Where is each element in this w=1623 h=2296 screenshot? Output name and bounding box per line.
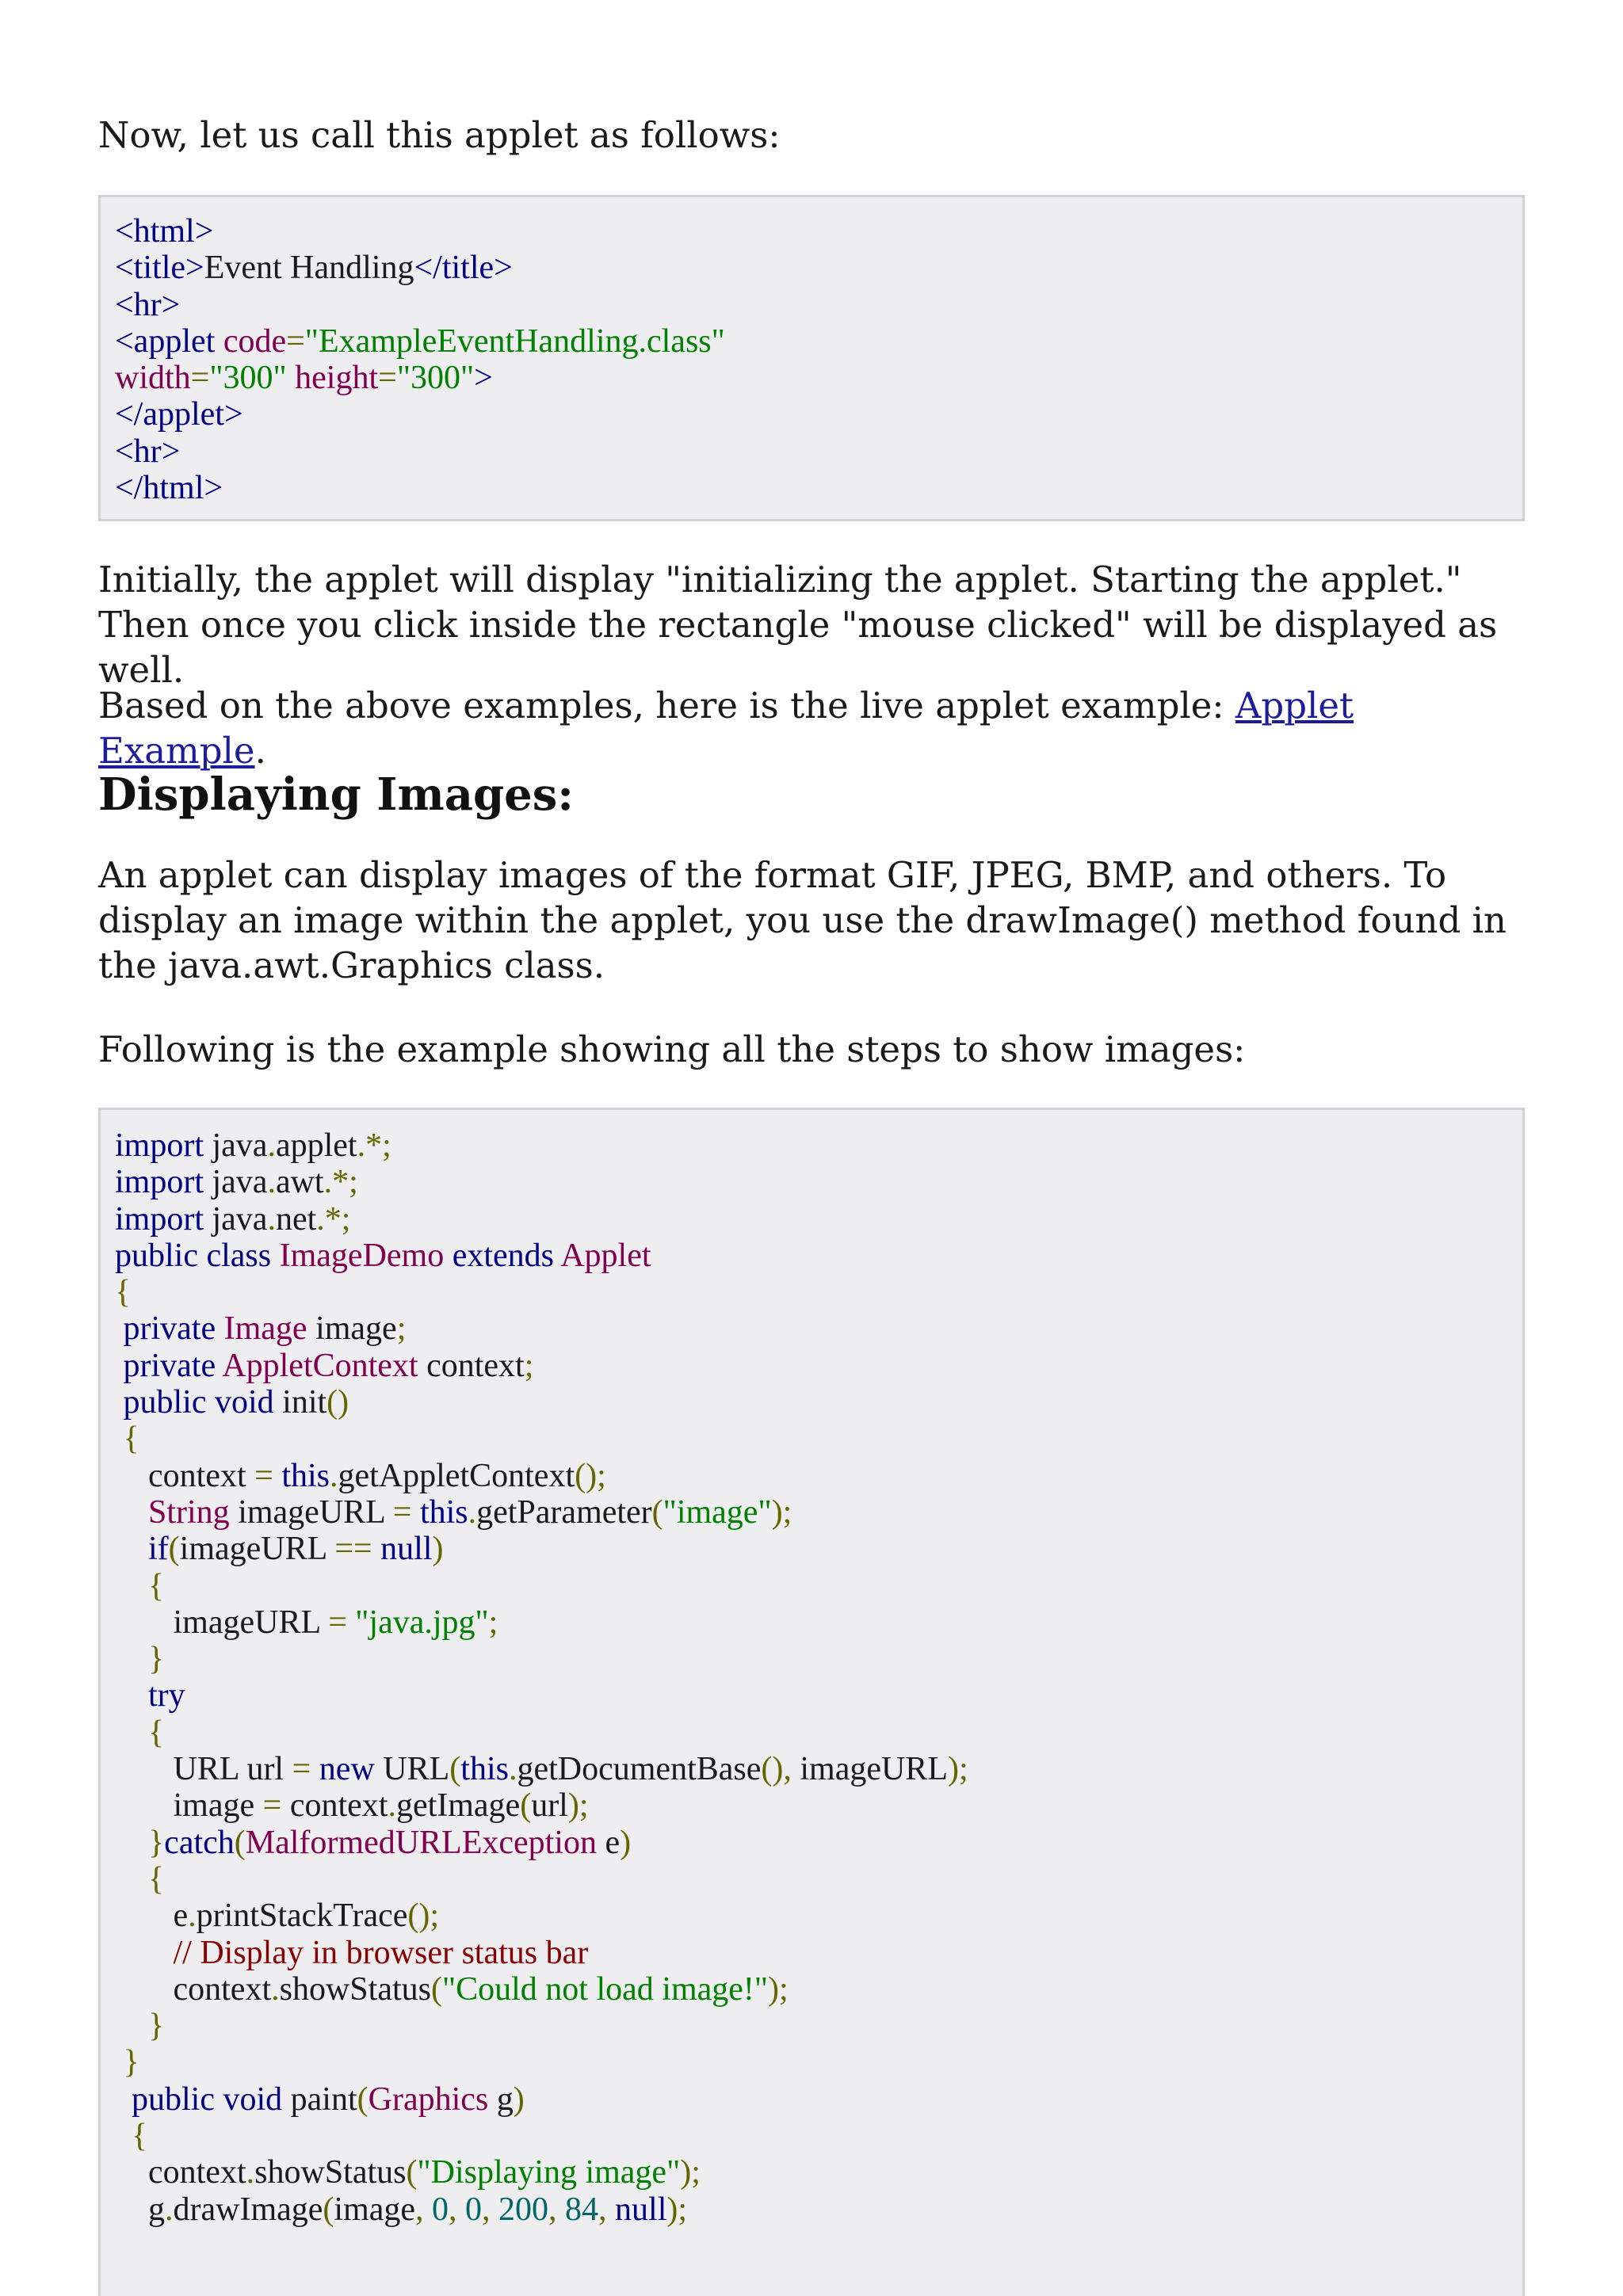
code-line [115, 433, 1522, 470]
code-token: { [115, 1274, 132, 1311]
code-token: ) [432, 1531, 444, 1568]
code-token: ); [666, 2191, 688, 2228]
code-token: . [267, 1200, 276, 1238]
code-token: context [418, 1347, 525, 1384]
code-line [115, 1897, 1522, 1934]
code-token: { [132, 2118, 148, 2155]
code-token [607, 2191, 616, 2228]
code-token: e [115, 1897, 189, 1935]
code-token: context [115, 1970, 272, 2008]
code-token: public class [115, 1237, 272, 1274]
code-token: { [123, 1421, 139, 1458]
code-token: . [267, 1164, 276, 1201]
code-token: imageURL [791, 1751, 948, 1788]
code-token: image [307, 1310, 397, 1348]
code-token: , [415, 2191, 424, 2228]
code-line [115, 1421, 1522, 1457]
code-token: 0 [465, 2191, 483, 2228]
code-token: "Could not load image!" [441, 1970, 769, 2008]
code-token: = [392, 1493, 412, 1531]
code-token: ); [567, 1787, 589, 1825]
code-token: ) [620, 1824, 632, 1861]
code-token: = [262, 1787, 282, 1825]
code-token [115, 1348, 124, 1384]
code-token [115, 1384, 124, 1421]
code-token: g [115, 2191, 165, 2228]
code-token: = [378, 360, 397, 397]
code-token: ); [771, 1493, 792, 1531]
code-token: . [330, 1457, 338, 1494]
code-token [273, 1458, 282, 1494]
code-token [115, 1935, 174, 1971]
code-token [115, 2008, 148, 2044]
code-token: imageURL [115, 1604, 329, 1641]
code-line [115, 2008, 1522, 2044]
code-token: null [615, 2191, 667, 2228]
code-token: ( [406, 2154, 418, 2191]
code-line [115, 1787, 1522, 1824]
code-token: imageURL [229, 1493, 393, 1531]
code-token: } [123, 2044, 139, 2081]
code-token: ( [234, 1824, 246, 1861]
code-line [115, 1935, 1522, 1971]
code-token: "ExampleEventHandling.class" [304, 322, 725, 360]
code-token: java [204, 1200, 268, 1238]
code-token: <title> [115, 250, 204, 287]
code-line [115, 1384, 1522, 1421]
code-token: (), [761, 1751, 792, 1788]
code-token [491, 2191, 499, 2228]
code-token: "image" [663, 1493, 772, 1531]
code-token: image [115, 1787, 263, 1825]
html-code [101, 213, 1522, 506]
code-token: code [223, 322, 287, 360]
code-line [115, 1825, 1522, 1861]
code-token: try [148, 1677, 185, 1714]
code-token: height [295, 360, 379, 397]
code-token: ; [488, 1604, 498, 1641]
code-token [115, 2044, 124, 2081]
code-line [115, 1164, 1522, 1200]
code-line [115, 1604, 1522, 1641]
code-token: .*; [316, 1200, 351, 1238]
code-token: .*; [323, 1164, 358, 1201]
code-token: catch [164, 1824, 235, 1861]
code-token: . [165, 2191, 174, 2228]
code-token: { [148, 1860, 165, 1897]
code-line [115, 1310, 1522, 1347]
code-token: java [204, 1164, 268, 1201]
code-token: == [334, 1531, 372, 1568]
code-token: { [148, 1714, 165, 1751]
code-token: ; [524, 1347, 534, 1384]
code-token: 200 [498, 2191, 549, 2228]
code-line [115, 250, 1522, 286]
code-token: paint [282, 2081, 357, 2118]
code-token: // Display in browser status bar [173, 1934, 589, 1971]
code-token [287, 360, 296, 396]
code-line [115, 1568, 1522, 1604]
code-line [115, 1238, 1522, 1274]
code-token: AppletContext [222, 1347, 418, 1384]
code-token: ( [651, 1493, 663, 1531]
code-token: </title> [414, 250, 513, 287]
code-token: . [468, 1493, 477, 1531]
code-token: (); [407, 1897, 440, 1935]
code-token: , [482, 2191, 491, 2228]
code-token: } [148, 1641, 165, 1678]
code-token [115, 1310, 124, 1347]
code-token: if [148, 1531, 169, 1568]
code-token: Event Handling [204, 250, 414, 287]
code-token: applet [275, 1127, 357, 1164]
code-token: </applet> [115, 396, 243, 433]
code-line [115, 1494, 1522, 1531]
code-token [115, 2081, 132, 2118]
code-token: () [327, 1384, 349, 1421]
code-token [115, 1861, 148, 1897]
code-token: { [148, 1567, 165, 1604]
code-token: getParameter [476, 1493, 652, 1531]
code-line [115, 2044, 1522, 2081]
code-token [457, 2191, 466, 2228]
code-token: init [273, 1384, 327, 1421]
code-token: . [508, 1751, 517, 1788]
html-code-block [98, 195, 1525, 521]
code-token: <applet [115, 322, 223, 360]
code-token: , [449, 2191, 457, 2228]
code-token: imageURL [179, 1531, 335, 1568]
code-token: 84 [565, 2191, 599, 2228]
code-line [115, 1861, 1522, 1897]
code-token: "Displaying image" [417, 2154, 681, 2191]
code-line [115, 396, 1522, 433]
code-token: ( [357, 2081, 369, 2118]
code-line [115, 1677, 1522, 1714]
code-token: = [292, 1751, 311, 1788]
code-line [115, 2081, 1522, 2118]
code-token: ; [396, 1310, 407, 1348]
code-token: url [531, 1787, 568, 1825]
code-token: this [419, 1493, 468, 1531]
code-line [115, 2154, 1522, 2191]
code-token: <hr> [115, 286, 181, 323]
code-token: } [148, 2008, 165, 2045]
code-token: drawImage [173, 2191, 323, 2228]
code-line [115, 1348, 1522, 1384]
code-token: = [254, 1457, 273, 1494]
code-token [115, 1677, 148, 1714]
live-applet-paragraph [98, 683, 1525, 773]
applet-example-link[interactable]: Applet Example [98, 685, 1354, 772]
code-token [347, 1604, 356, 1641]
code-token: > [474, 360, 493, 397]
code-line [115, 1458, 1522, 1494]
code-token: </html> [115, 470, 223, 507]
code-token: import [115, 1200, 204, 1238]
live-applet-suffix: . [254, 730, 266, 772]
code-token: "java.jpg" [355, 1604, 489, 1641]
code-token: java [204, 1127, 268, 1164]
code-token: ( [430, 1970, 442, 2008]
code-token: } [148, 1824, 165, 1861]
intro-paragraph: Now, let us call this applet as follows: [98, 114, 781, 156]
code-token: context [115, 2154, 246, 2191]
code-token: ) [513, 2081, 525, 2118]
code-token [311, 1751, 319, 1787]
code-token: import [115, 1127, 204, 1164]
code-token [411, 1494, 420, 1531]
code-token: . [388, 1787, 396, 1825]
code-line [115, 1274, 1522, 1310]
code-token [444, 1238, 453, 1274]
code-token: . [271, 1970, 280, 2008]
code-token [115, 1531, 148, 1567]
code-token: context [115, 1457, 255, 1494]
code-line [115, 360, 1522, 396]
code-token [216, 1310, 224, 1347]
code-token: import [115, 1164, 204, 1201]
code-token [115, 1714, 148, 1751]
code-token: "300" [396, 360, 475, 397]
code-line [115, 213, 1522, 250]
code-token: showStatus [279, 1970, 431, 2008]
code-token [271, 1238, 280, 1274]
code-token: image [334, 2191, 416, 2228]
code-token [115, 1568, 148, 1604]
code-token [115, 1494, 148, 1531]
code-token [372, 1531, 381, 1567]
code-token: new [319, 1751, 375, 1788]
code-token: ( [520, 1787, 532, 1825]
code-token [554, 1238, 560, 1274]
java-code-block [98, 1108, 1525, 2296]
code-token: . [188, 1897, 197, 1935]
code-token: getDocumentBase [517, 1751, 762, 1788]
code-token: extends [452, 1237, 555, 1274]
code-token: ); [768, 1970, 789, 2008]
code-line [115, 1714, 1522, 1751]
java-code [101, 1127, 1522, 2228]
code-token: (); [575, 1457, 606, 1494]
code-token: URL [374, 1751, 450, 1788]
code-token: null [380, 1531, 433, 1568]
code-token: = [286, 322, 305, 360]
code-token [115, 1825, 148, 1861]
code-token [115, 1421, 124, 1457]
code-token: . [267, 1127, 276, 1164]
images-paragraph: An applet can display images of the format GIF, JPEG, BMP, and others. To display an image within the applet, you use the drawImage() method found in the java.awt.Graphics class. [98, 854, 1507, 986]
code-token: URL url [115, 1751, 292, 1788]
code-token: private [123, 1310, 216, 1348]
code-token [115, 1641, 148, 1677]
code-line [115, 1531, 1522, 1567]
code-token: . [246, 2154, 255, 2191]
code-token: .*; [357, 1127, 391, 1164]
code-token: this [281, 1457, 330, 1494]
code-token: ( [449, 1751, 461, 1788]
code-token: Applet [560, 1237, 651, 1274]
code-token: "300" [209, 360, 287, 397]
code-token: e [596, 1824, 621, 1861]
code-line [115, 1751, 1522, 1787]
code-token: String [148, 1493, 230, 1531]
code-token: net [275, 1200, 317, 1238]
code-token: <hr> [115, 433, 181, 470]
code-token: = [328, 1604, 347, 1641]
code-token: context [281, 1787, 388, 1825]
code-token: Image [223, 1310, 307, 1348]
code-token: showStatus [254, 2154, 407, 2191]
code-line [115, 1201, 1522, 1238]
code-token [115, 2118, 132, 2154]
code-token: ( [323, 2191, 334, 2228]
code-token: getImage [395, 1787, 521, 1825]
code-token: ImageDemo [279, 1237, 445, 1274]
code-line [115, 287, 1522, 323]
code-token: public void [132, 2081, 283, 2118]
code-line [115, 2118, 1522, 2154]
code-token: private [123, 1347, 216, 1384]
code-token: awt [275, 1164, 324, 1201]
code-line [115, 470, 1522, 506]
code-token: 0 [432, 2191, 449, 2228]
code-token: g [488, 2081, 514, 2118]
code-token: printStackTrace [196, 1897, 408, 1935]
code-token: , [598, 2191, 607, 2228]
following-paragraph: Following is the example showing all the steps to show images: [98, 1028, 1246, 1070]
code-token: this [460, 1751, 509, 1788]
code-line [115, 1641, 1522, 1677]
code-line [115, 1971, 1522, 2008]
code-token: ( [168, 1531, 180, 1568]
section-heading: Displaying Images: [98, 769, 574, 821]
code-token: , [548, 2191, 557, 2228]
code-token: Graphics [368, 2081, 489, 2118]
code-token: MalformedURLException [245, 1824, 597, 1861]
code-line [115, 1127, 1522, 1164]
initially-paragraph: Initially, the applet will display "initializing the applet. Starting the applet." Then once you click inside the rectangle "mouse clicked" will be displayed as well. [98, 559, 1498, 691]
code-token [424, 2191, 433, 2228]
code-token [557, 2191, 566, 2228]
code-token: ); [680, 2154, 701, 2191]
code-token: width [115, 360, 191, 397]
code-token: = [190, 360, 210, 397]
code-line [115, 2191, 1522, 2228]
live-applet-prefix: Based on the above examples, here is the live applet example: [98, 685, 1235, 727]
code-token: <html> [115, 213, 214, 250]
code-token: public void [123, 1384, 274, 1421]
code-token: ); [947, 1751, 968, 1788]
code-token: getAppletContext [338, 1457, 575, 1494]
code-line [115, 323, 1522, 360]
